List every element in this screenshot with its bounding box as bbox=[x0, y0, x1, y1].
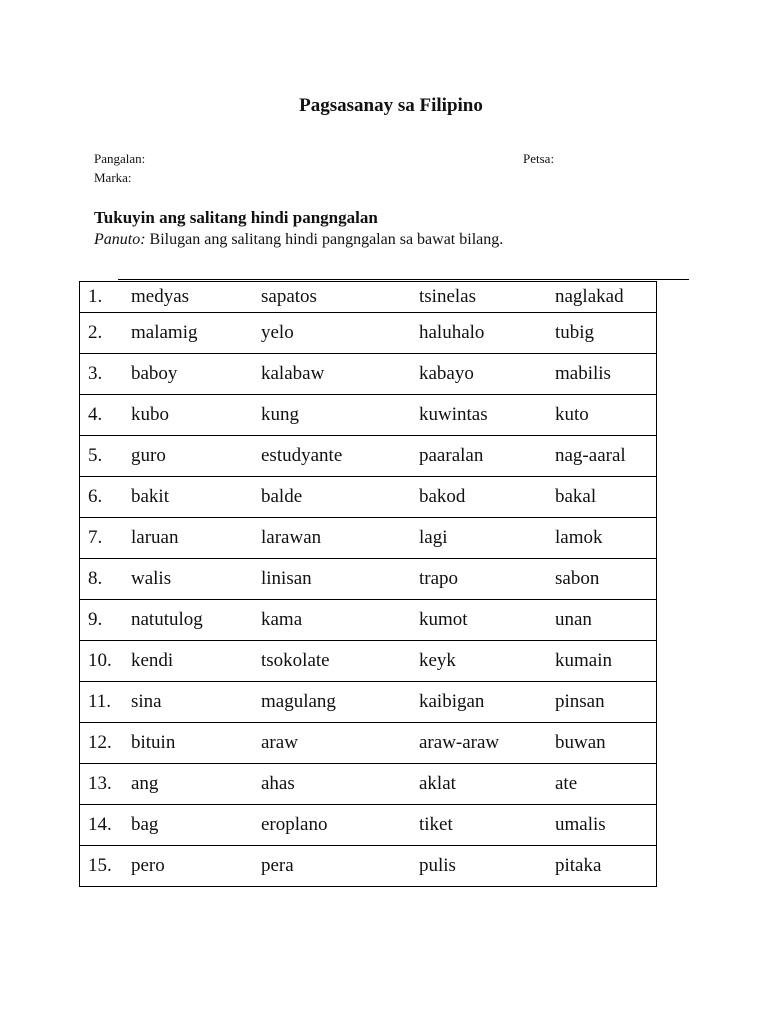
word-option[interactable]: pinsan bbox=[555, 682, 657, 723]
item-number: 6. bbox=[80, 477, 132, 518]
top-divider bbox=[118, 279, 689, 280]
word-option[interactable]: walis bbox=[131, 559, 261, 600]
word-option[interactable]: pitaka bbox=[555, 846, 657, 887]
word-option[interactable]: yelo bbox=[261, 313, 419, 354]
word-option[interactable]: kumain bbox=[555, 641, 657, 682]
table-row bbox=[80, 436, 657, 477]
word-option[interactable]: lamok bbox=[555, 518, 657, 559]
word-option[interactable]: tubig bbox=[555, 313, 657, 354]
item-number: 2. bbox=[80, 313, 132, 354]
word-option[interactable]: araw-araw bbox=[419, 723, 555, 764]
word-option[interactable]: natutulog bbox=[131, 600, 261, 641]
table-row bbox=[80, 846, 657, 887]
table-row bbox=[80, 313, 657, 354]
word-option[interactable]: bag bbox=[131, 805, 261, 846]
word-option[interactable]: kaibigan bbox=[419, 682, 555, 723]
word-option[interactable]: paaralan bbox=[419, 436, 555, 477]
item-number: 7. bbox=[80, 518, 132, 559]
word-option[interactable]: malamig bbox=[131, 313, 261, 354]
word-option[interactable]: buwan bbox=[555, 723, 657, 764]
word-option[interactable]: kama bbox=[261, 600, 419, 641]
word-option[interactable]: kabayo bbox=[419, 354, 555, 395]
word-option[interactable]: larawan bbox=[261, 518, 419, 559]
word-option[interactable]: balde bbox=[261, 477, 419, 518]
table-row bbox=[80, 477, 657, 518]
exercise-heading: Tukuyin ang salitang hindi pangngalan bbox=[94, 208, 378, 227]
word-option[interactable]: magulang bbox=[261, 682, 419, 723]
page-title: Pagsasanay sa Filipino bbox=[299, 95, 483, 116]
word-option[interactable]: ang bbox=[131, 764, 261, 805]
table-row bbox=[80, 354, 657, 395]
item-number: 10. bbox=[80, 641, 132, 682]
word-option[interactable]: kung bbox=[261, 395, 419, 436]
word-option[interactable]: kendi bbox=[131, 641, 261, 682]
table-row bbox=[80, 282, 657, 313]
table-row bbox=[80, 723, 657, 764]
table-row bbox=[80, 600, 657, 641]
item-number: 12. bbox=[80, 723, 132, 764]
item-number: 9. bbox=[80, 600, 132, 641]
word-option[interactable]: nag-aaral bbox=[555, 436, 657, 477]
table-row bbox=[80, 764, 657, 805]
table-row bbox=[80, 395, 657, 436]
instruction bbox=[94, 231, 503, 249]
word-option[interactable]: tiket bbox=[419, 805, 555, 846]
word-option[interactable]: kuwintas bbox=[419, 395, 555, 436]
word-option[interactable]: sina bbox=[131, 682, 261, 723]
word-option[interactable]: laruan bbox=[131, 518, 261, 559]
word-option[interactable]: unan bbox=[555, 600, 657, 641]
word-option[interactable]: pera bbox=[261, 846, 419, 887]
word-option[interactable]: haluhalo bbox=[419, 313, 555, 354]
word-option[interactable]: lagi bbox=[419, 518, 555, 559]
word-option[interactable]: umalis bbox=[555, 805, 657, 846]
word-option[interactable]: bakit bbox=[131, 477, 261, 518]
word-option[interactable]: pulis bbox=[419, 846, 555, 887]
instruction-text: Bilugan ang salitang hindi pangngalan sa bawat bilang. bbox=[145, 231, 504, 248]
word-option[interactable]: kalabaw bbox=[261, 354, 419, 395]
word-option[interactable]: araw bbox=[261, 723, 419, 764]
word-option[interactable]: trapo bbox=[419, 559, 555, 600]
item-number: 1. bbox=[80, 282, 132, 313]
instruction-label: Panuto: bbox=[94, 231, 146, 248]
item-number: 5. bbox=[80, 436, 132, 477]
word-option[interactable]: kubo bbox=[131, 395, 261, 436]
word-option[interactable]: bituin bbox=[131, 723, 261, 764]
word-option[interactable]: estudyante bbox=[261, 436, 419, 477]
word-option[interactable]: bakod bbox=[419, 477, 555, 518]
item-number: 8. bbox=[80, 559, 132, 600]
word-option[interactable]: mabilis bbox=[555, 354, 657, 395]
word-option[interactable]: sapatos bbox=[261, 282, 419, 313]
word-option[interactable]: medyas bbox=[131, 282, 261, 313]
word-option[interactable]: kumot bbox=[419, 600, 555, 641]
item-number: 3. bbox=[80, 354, 132, 395]
score-field-label: Marka: bbox=[94, 170, 132, 185]
word-option[interactable]: ate bbox=[555, 764, 657, 805]
word-option[interactable]: naglakad bbox=[555, 282, 657, 313]
table-row bbox=[80, 682, 657, 723]
word-option[interactable]: kuto bbox=[555, 395, 657, 436]
item-number: 14. bbox=[80, 805, 132, 846]
word-option[interactable]: keyk bbox=[419, 641, 555, 682]
word-option[interactable]: sabon bbox=[555, 559, 657, 600]
word-table bbox=[79, 281, 657, 887]
word-option[interactable]: baboy bbox=[131, 354, 261, 395]
table-row bbox=[80, 805, 657, 846]
date-field-label: Petsa: bbox=[523, 151, 555, 166]
name-field-label: Pangalan: bbox=[94, 151, 146, 166]
item-number: 11. bbox=[80, 682, 132, 723]
item-number: 4. bbox=[80, 395, 132, 436]
word-option[interactable]: guro bbox=[131, 436, 261, 477]
word-option[interactable]: linisan bbox=[261, 559, 419, 600]
word-option[interactable]: eroplano bbox=[261, 805, 419, 846]
item-number: 15. bbox=[80, 846, 132, 887]
word-option[interactable]: pero bbox=[131, 846, 261, 887]
word-option[interactable]: tsokolate bbox=[261, 641, 419, 682]
table-row bbox=[80, 641, 657, 682]
item-number: 13. bbox=[80, 764, 132, 805]
table-row bbox=[80, 559, 657, 600]
word-option[interactable]: tsinelas bbox=[419, 282, 555, 313]
word-option[interactable]: bakal bbox=[555, 477, 657, 518]
word-option[interactable]: aklat bbox=[419, 764, 555, 805]
table-row bbox=[80, 518, 657, 559]
word-option[interactable]: ahas bbox=[261, 764, 419, 805]
